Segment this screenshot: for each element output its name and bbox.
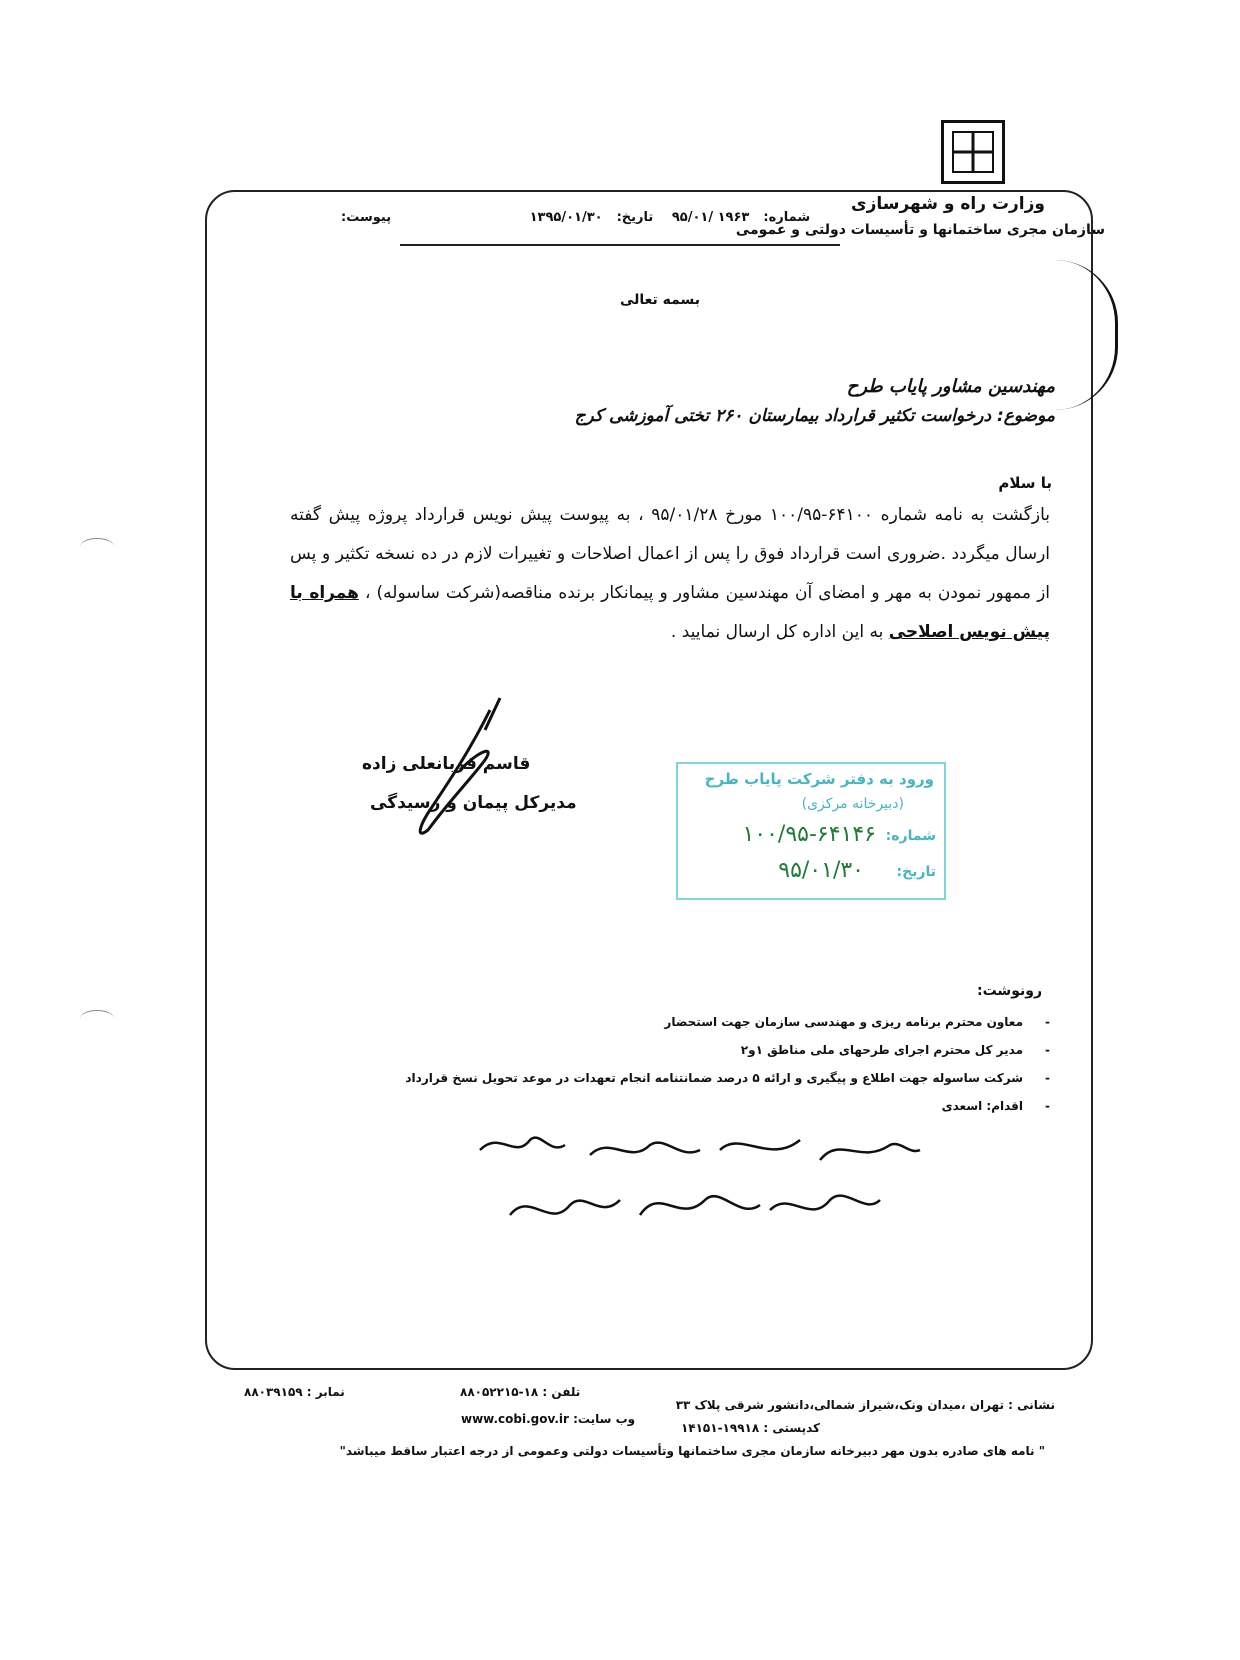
cc-list bbox=[405, 1008, 1050, 1120]
stamp-line1: ورود به دفتر شرکت پایاب طرح bbox=[704, 770, 934, 788]
stamp-date-label: تاریخ: bbox=[896, 864, 936, 880]
body-main: بازگشت به نامه شماره ۶۴۱۰۰-۱۰۰/۹۵ مورخ ۹۵/۰۱/۲۸ ، به پیوست پیش نویس قرارداد پروژه پیش گفته ارسال میگردد .ضروری است قرارداد فوق را پس از اعمال اصلاحات و تغییرات لازم در ده نسخه تکثیر و پس از ممهور نمودن به مهر و امضای آن مهندسین مشاور و پیمانکار برنده مناقصه(شرکت ساسوله) ، bbox=[290, 505, 1051, 603]
attachment-label: پیوست: bbox=[341, 210, 392, 225]
number-label: شماره: bbox=[763, 210, 811, 225]
frame-arc-mark bbox=[1055, 260, 1118, 410]
ministry-logo-icon bbox=[941, 120, 1005, 184]
bismillah: بسمه تعالی bbox=[619, 292, 701, 308]
footer-fax: نمابر : ۸۸۰۳۹۱۵۹ bbox=[244, 1385, 345, 1399]
body-highlight: همراه با پیش نویس اصلاحی bbox=[290, 583, 1050, 642]
footer-website: وب سایت: www.cobi.gov.ir bbox=[461, 1412, 636, 1426]
receipt-stamp bbox=[676, 762, 946, 900]
stamp-number-label: شماره: bbox=[885, 828, 936, 844]
footer-disclaimer: " نامه های صادره بدون مهر دبیرخانه سازمان مجری ساختمانها وتأسیسات دولتی وعمومی از درجه اعتبار ساقط میباشد" bbox=[339, 1444, 1045, 1458]
number-value: ۱۹۶۳ /۹۵/۰۱ bbox=[671, 210, 750, 225]
cc-title: رونوشت: bbox=[977, 983, 1042, 999]
organization-name: سازمان مجری ساختمانها و تأسیسات دولتی و عمومی bbox=[735, 222, 1105, 238]
cc-item: - معاون محترم برنامه ریزی و مهندسی سازمان جهت استحضار bbox=[405, 1008, 1050, 1036]
cc-item: - مدیر کل محترم اجرای طرحهای ملی مناطق ۱و۲ bbox=[405, 1036, 1050, 1064]
stamp-date-value: ۹۵/۰۱/۳۰ bbox=[778, 858, 864, 883]
subject-line: موضوع: درخواست تکثیر قرارداد بیمارستان ۲۶۰ تختی آموزشی کرج bbox=[574, 406, 1055, 426]
margin-mark bbox=[80, 1010, 114, 1027]
footer-address: نشانی : تهران ،میدان ونک،شیراز شمالی،دانشور شرقی پلاک ۳۳ bbox=[675, 1398, 1055, 1412]
addressee: مهندسین مشاور پایاب طرح bbox=[846, 376, 1055, 397]
margin-mark bbox=[80, 538, 114, 555]
footer-phone: تلفن : ۱۸-۸۸۰۵۲۲۱۵ bbox=[460, 1385, 581, 1399]
cc-item: - اقدام: اسعدی bbox=[405, 1092, 1050, 1120]
ministry-name: وزارت راه و شهرسازی bbox=[850, 194, 1045, 214]
letter-body bbox=[290, 496, 1050, 652]
signer-title: مدیرکل پیمان و رسیدگی bbox=[370, 793, 577, 813]
greeting: با سلام bbox=[998, 474, 1052, 492]
stamp-line2: (دبیرخانه مرکزی) bbox=[801, 796, 904, 812]
body-end: به این اداره کل ارسال نمایید . bbox=[670, 622, 884, 642]
handwritten-note-icon bbox=[470, 1120, 930, 1240]
stamp-number-value: ۱۰۰/۹۵-۶۴۱۴۶ bbox=[742, 822, 876, 847]
footer-postal: کدپستی : ۱۹۹۱۸-۱۴۱۵۱ bbox=[680, 1421, 820, 1435]
date-value: ۱۳۹۵/۰۱/۳۰ bbox=[529, 210, 603, 225]
cc-item: - شرکت ساسوله جهت اطلاع و پیگیری و ارائه ۵ درصد ضمانتنامه انجام تعهدات در موعد تحویل نسخ قرارداد bbox=[405, 1064, 1050, 1092]
signer-name: قاسم قربانعلی زاده bbox=[362, 754, 531, 774]
date-label: تاریخ: bbox=[616, 210, 654, 225]
